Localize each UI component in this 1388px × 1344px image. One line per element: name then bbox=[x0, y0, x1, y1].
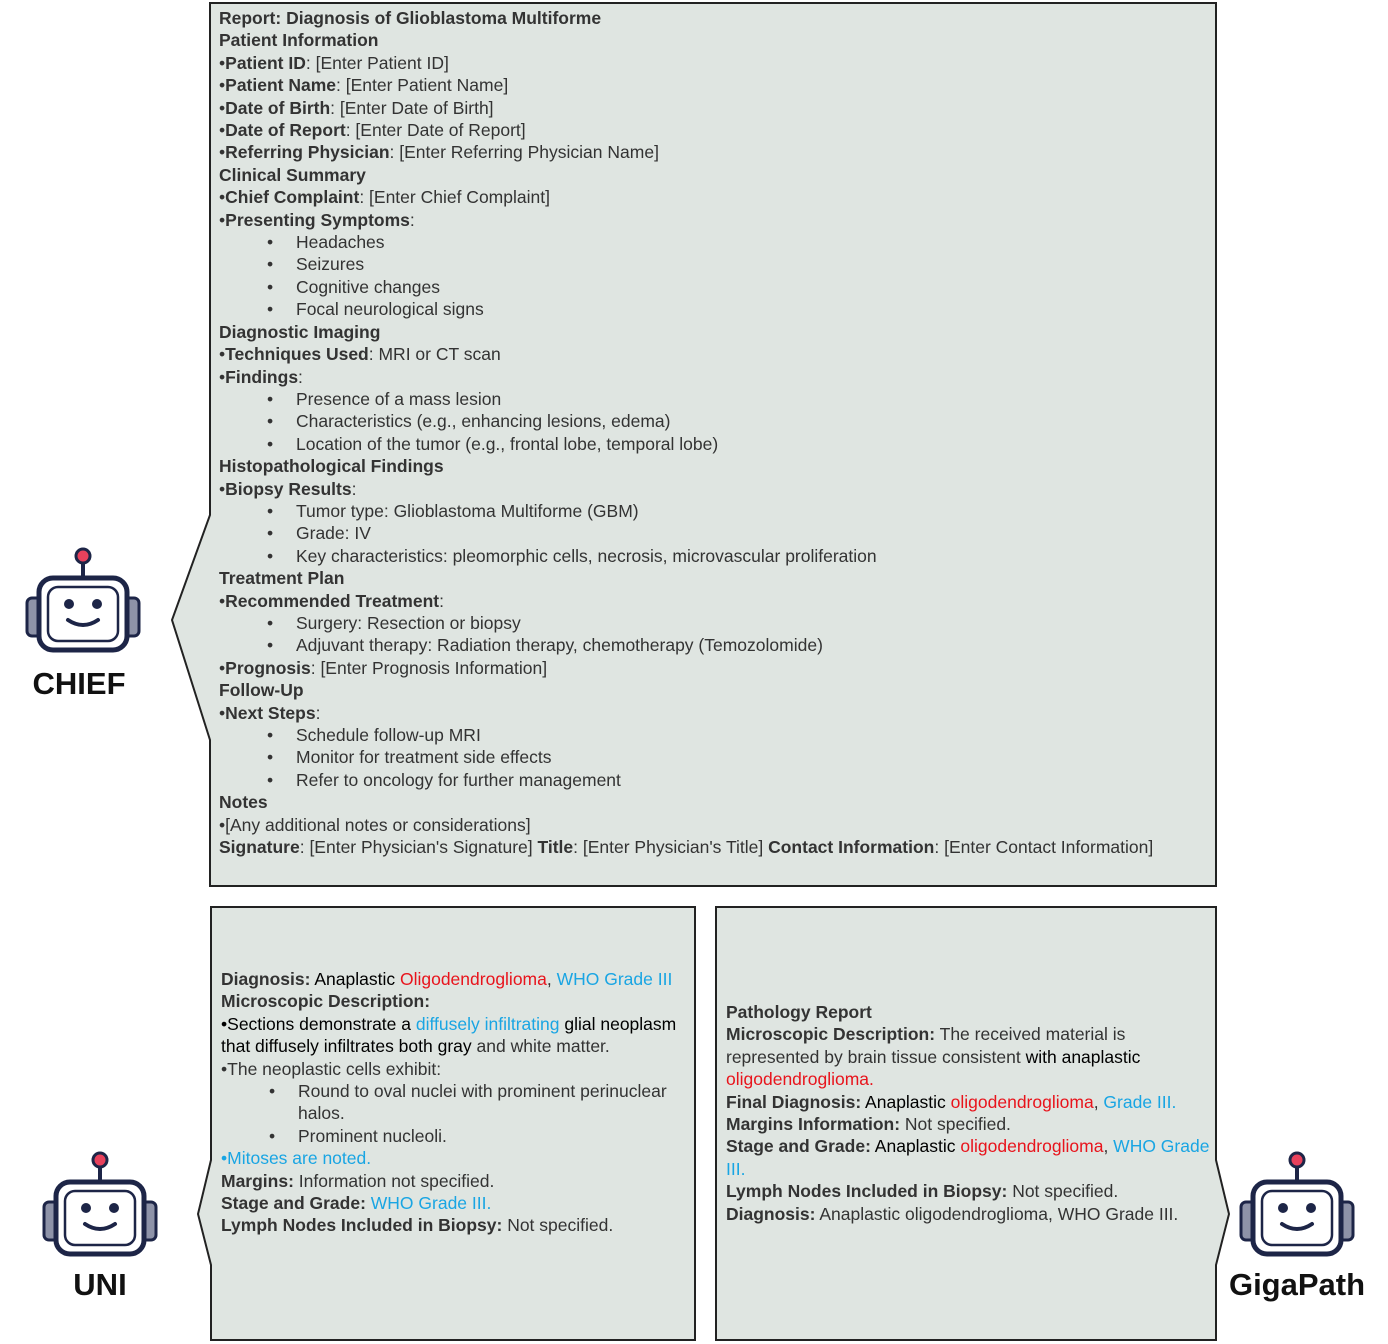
list-item: • Surgery: Resection or biopsy bbox=[219, 612, 1209, 634]
list-item: • Characteristics (e.g., enhancing lesions, edema) bbox=[219, 410, 1209, 432]
list-item: • Refer to oncology for further management bbox=[219, 769, 1209, 791]
list-item: • Location of the tumor (e.g., frontal lobe, temporal lobe) bbox=[219, 433, 1209, 455]
list-item: • Monitor for treatment side effects bbox=[219, 746, 1209, 768]
field-referring-physician: •Referring Physician: [Enter Referring Physician Name] bbox=[219, 142, 659, 163]
report-title: Report: Diagnosis of Glioblastoma Multiforme bbox=[219, 8, 602, 28]
section-heading: Histopathological Findings bbox=[219, 456, 444, 477]
field-patient-id: •Patient ID: [Enter Patient ID] bbox=[219, 52, 449, 73]
uni-stage: Stage and Grade: WHO Grade III. bbox=[221, 1193, 492, 1214]
list-item: • Headaches bbox=[219, 231, 1209, 253]
gigapath-stage: Stage and Grade: Anaplastic oligodendroglioma, WHO Grade III. bbox=[726, 1136, 1210, 1179]
uni-cells-intro: •The neoplastic cells exhibit: bbox=[221, 1058, 442, 1079]
chief-report bbox=[219, 7, 1209, 858]
field-presenting-symptoms: •Presenting Symptoms: bbox=[219, 209, 415, 230]
field-chief-complaint: •Chief Complaint: [Enter Chief Complaint] bbox=[219, 187, 550, 208]
list-item: • Focal neurological signs bbox=[219, 298, 1209, 320]
gigapath-lymph: Lymph Nodes Included in Biopsy: Not specified. bbox=[726, 1181, 1119, 1202]
gigapath-robot-icon bbox=[1238, 1150, 1358, 1260]
field-prognosis: •Prognosis: [Enter Prognosis Information] bbox=[219, 657, 548, 678]
uni-label: UNI bbox=[73, 1267, 127, 1302]
list-item: • Tumor type: Glioblastoma Multiforme (GBM) bbox=[219, 500, 1209, 522]
list-item: • Round to oval nuclei with prominent perinuclear halos. bbox=[221, 1080, 691, 1125]
list-item: • Adjuvant therapy: Radiation therapy, chemotherapy (Temozolomide) bbox=[219, 634, 1209, 656]
list-item: • Seizures bbox=[219, 253, 1209, 275]
field-notes: •[Any additional notes or considerations] bbox=[219, 814, 531, 835]
field-techniques-used: •Techniques Used: MRI or CT scan bbox=[219, 344, 501, 365]
gigapath-title: Pathology Report bbox=[726, 1002, 872, 1022]
chief-label: CHIEF bbox=[32, 666, 126, 701]
gigapath-margins: Margins Information: Not specified. bbox=[726, 1114, 1011, 1135]
chief-robot-icon bbox=[24, 546, 144, 656]
section-heading: Patient Information bbox=[219, 30, 379, 51]
gigapath-diagnosis: Diagnosis: Anaplastic oligodendroglioma, WHO Grade III. bbox=[726, 1203, 1179, 1224]
section-heading: Notes bbox=[219, 792, 268, 813]
list-item: • Key characteristics: pleomorphic cells, necrosis, microvascular proliferation bbox=[219, 545, 1209, 567]
section-heading: Diagnostic Imaging bbox=[219, 321, 381, 342]
uni-sections: •Sections demonstrate a diffusely infiltrating glial neoplasm that diffusely infiltrates both gray and white matter. bbox=[221, 1013, 677, 1057]
gigapath-micro: Microscopic Description: The received material is represented by brain tissue consistent with anaplastic oligodendroglioma. bbox=[726, 1024, 1141, 1090]
list-item: • Grade: IV bbox=[219, 522, 1209, 544]
gigapath-report bbox=[726, 1001, 1210, 1225]
uni-robot-icon bbox=[41, 1150, 161, 1260]
field-date-of-report: •Date of Report: [Enter Date of Report] bbox=[219, 120, 526, 141]
section-heading: Follow-Up bbox=[219, 680, 304, 701]
uni-margins: Margins: Information not specified. bbox=[221, 1170, 495, 1191]
gigapath-label: GigaPath bbox=[1228, 1267, 1366, 1302]
list-item: • Schedule follow-up MRI bbox=[219, 724, 1209, 746]
field-findings: •Findings: bbox=[219, 366, 303, 387]
list-item: • Presence of a mass lesion bbox=[219, 388, 1209, 410]
uni-lymph: Lymph Nodes Included in Biopsy: Not specified. bbox=[221, 1215, 614, 1236]
list-item: • Prominent nucleoli. bbox=[221, 1125, 691, 1147]
uni-diagnosis: Diagnosis: Anaplastic Oligodendroglioma, WHO Grade III bbox=[221, 969, 673, 989]
field-patient-name: •Patient Name: [Enter Patient Name] bbox=[219, 75, 509, 96]
uni-mitoses: •Mitoses are noted. bbox=[221, 1148, 372, 1169]
uni-report bbox=[221, 968, 691, 1237]
section-heading: Treatment Plan bbox=[219, 568, 345, 589]
field-date-of-birth: •Date of Birth: [Enter Date of Birth] bbox=[219, 97, 494, 118]
section-heading: Clinical Summary bbox=[219, 164, 366, 185]
field-biopsy-results: •Biopsy Results: bbox=[219, 478, 357, 499]
uni-micro-heading: Microscopic Description: bbox=[221, 991, 431, 1012]
gigapath-final: Final Diagnosis: Anaplastic oligodendroglioma, Grade III. bbox=[726, 1091, 1177, 1112]
field-next-steps: •Next Steps: bbox=[219, 702, 321, 723]
field-recommended-treatment: •Recommended Treatment: bbox=[219, 590, 444, 611]
list-item: • Cognitive changes bbox=[219, 276, 1209, 298]
signature-line: Signature: [Enter Physician's Signature] Title: [Enter Physician's Title] Contact Information: [Enter Contact Information] bbox=[219, 837, 1154, 858]
